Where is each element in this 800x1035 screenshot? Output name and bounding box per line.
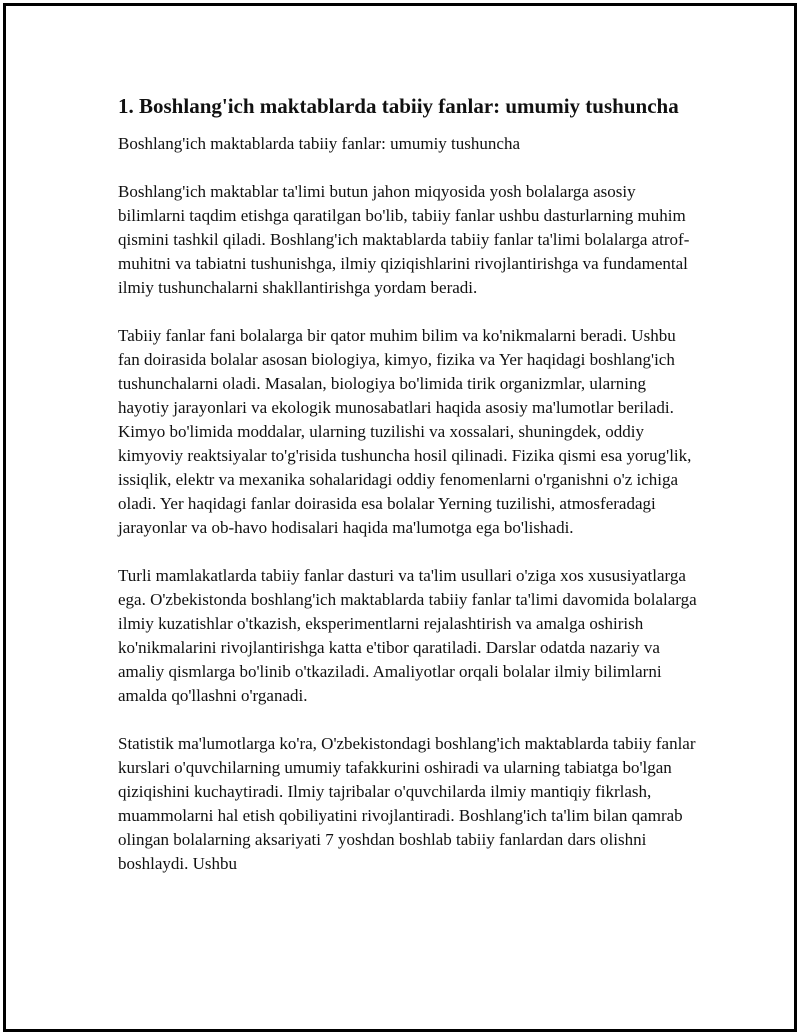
paragraph-methods: Turli mamlakatlarda tabiiy fanlar dasturi va ta'lim usullari o'ziga xos xususiyatlarga ega. O'zbekistonda boshlang'ich maktablarda tabiiy fanlar ta'limi davomida bolalarga ilmiy kuzatishlar o'tkazish, eksperimentlarni rejalashtirish va amalga oshirish ko'nikmalarini rivojlantirishga katta e'tibor qaratiladi. Darslar odatda nazariy va amaliy qismlarga bo'linib o'tkaziladi. Amaliyotlar orqali bolalar ilmiy bilimlarni amalda qo'llashni o'rganadi. <box>118 566 697 705</box>
paragraph-intro: Boshlang'ich maktablar ta'limi butun jahon miqyosida yosh bolalarga asosiy bilimlarni taqdim etishga qaratilgan bo'lib, tabiiy fanlar ushbu dasturlarning muhim qismini tashkil qiladi. Boshlang'ich maktablarda tabiiy fanlar ta'limi bolalarga atrof-muhitni va tabiatni tushunishga, ilmiy qiziqishlarini rivojlantirishga va fundamental ilmiy tushunchalarni shakllantirishga yordam beradi. <box>118 182 690 297</box>
document-body <box>118 92 698 900</box>
section-heading: 1. Boshlang'ich maktablarda tabiiy fanlar: umumiy tushuncha <box>118 94 679 118</box>
paragraph-subjects: Tabiiy fanlar fani bolalarga bir qator muhim bilim va ko'nikmalarni beradi. Ushbu fan doirasida bolalar asosan biologiya, kimyo, fizika va Yer haqidagi boshlang'ich tushunchalarni oladi. Masalan, biologiya bo'limida tirik organizmlar, ularning hayotiy jarayonlari va ekologik munosabatlari haqida asosiy ma'lumotlar beriladi. Kimyo bo'limida moddalar, ularning tuzilishi va xossalari, shuningdek, oddiy kimyoviy reaktsiyalar to'g'risida tushuncha hosil qilinadi. Fizika qismi esa yorug'lik, issiqlik, elektr va mexanika sohalaridagi oddiy fenomenlarni o'rganishni o'z ichiga oladi. Yer haqidagi fanlar doirasida esa bolalar Yerning tuzilishi, atmosferadagi jarayonlar va ob-havo hodisalari haqida ma'lumotga ega bo'lishadi. <box>118 326 692 537</box>
paragraph-statistics: Statistik ma'lumotlarga ko'ra, O'zbekistondagi boshlang'ich maktablarda tabiiy fanlar kurslari o'quvchilarning umumiy tafakkurini oshiradi va ularning tabiatga bo'lgan qiziqishini kuchaytiradi. Ilmiy tajribalar o'quvchilarda ilmiy mantiqiy fikrlash, muammolarni hal etish qobiliyatini rivojlantiradi. Boshlang'ich ta'lim bilan qamrab olingan bolalarning aksariyati 7 yoshdan boshlab tabiiy fanlardan dars olishni boshlaydi. Ushbu <box>118 734 696 873</box>
section-subtitle: Boshlang'ich maktablarda tabiiy fanlar: umumiy tushuncha <box>118 134 520 153</box>
